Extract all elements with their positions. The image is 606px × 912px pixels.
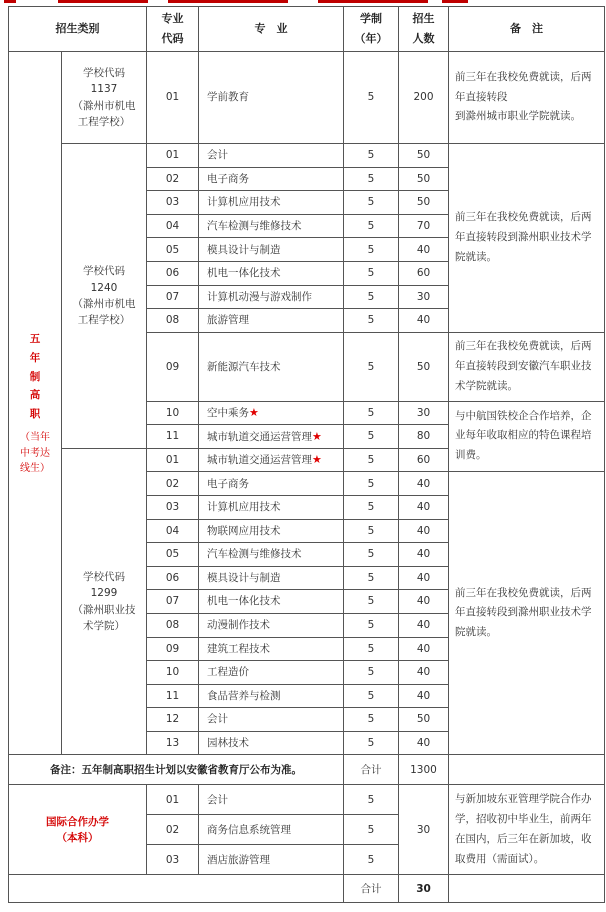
major-enroll: 40 bbox=[399, 613, 449, 637]
major-name-text: 城市轨道交通运营管理 bbox=[207, 430, 312, 443]
major-name-text: 工程造价 bbox=[207, 666, 249, 679]
major-name-text: 学前教育 bbox=[207, 91, 249, 104]
major-name-text: 电子商务 bbox=[207, 172, 249, 185]
major-enroll: 50 bbox=[399, 144, 449, 168]
major-name-text: 城市轨道交通运营管理 bbox=[207, 454, 312, 467]
major-name: 商务信息系统管理 bbox=[199, 815, 344, 845]
major-duration: 5 bbox=[344, 52, 399, 144]
major-code: 09 bbox=[147, 637, 199, 661]
major-enroll: 40 bbox=[399, 684, 449, 708]
major-enroll: 40 bbox=[399, 590, 449, 614]
total-label: 合计 bbox=[344, 755, 399, 785]
major-name bbox=[199, 708, 344, 732]
major-name bbox=[199, 448, 344, 472]
major-enroll: 40 bbox=[399, 472, 449, 496]
major-enroll: 40 bbox=[399, 731, 449, 755]
major-duration: 5 bbox=[344, 167, 399, 191]
major-name-text: 园林技术 bbox=[207, 737, 249, 750]
major-name bbox=[199, 238, 344, 262]
major-code: 02 bbox=[147, 167, 199, 191]
major-duration: 5 bbox=[344, 191, 399, 215]
major-name: 酒店旅游管理 bbox=[199, 845, 344, 875]
major-name bbox=[199, 543, 344, 567]
intl-enroll: 30 bbox=[399, 785, 449, 875]
major-duration: 5 bbox=[344, 495, 399, 519]
major-enroll: 30 bbox=[399, 401, 449, 425]
major-name bbox=[199, 285, 344, 309]
major-enroll: 40 bbox=[399, 238, 449, 262]
major-name-text: 会计 bbox=[207, 149, 228, 162]
major-name bbox=[199, 495, 344, 519]
major-name-text: 机电一体化技术 bbox=[207, 595, 281, 608]
major-duration: 5 bbox=[344, 144, 399, 168]
major-name bbox=[199, 661, 344, 685]
major-name bbox=[199, 401, 344, 425]
major-duration: 5 bbox=[344, 261, 399, 285]
school-cell: 学校代码 1299 （滁州职业技 术学院） bbox=[62, 448, 147, 755]
major-code: 06 bbox=[147, 566, 199, 590]
major-duration: 5 bbox=[344, 238, 399, 262]
major-name: 会计 bbox=[199, 785, 344, 815]
header-remarks: 备 注 bbox=[449, 7, 605, 52]
five-year-label: 五 年 制 高 职 bbox=[29, 332, 41, 421]
major-code: 05 bbox=[147, 543, 199, 567]
remarks-note: 前三年在我校免费就读，后两年直接转段到安徽汽车职业技术学院就读。 bbox=[449, 332, 605, 401]
major-name-text: 计算机应用技术 bbox=[207, 196, 281, 209]
major-name-text: 空中乘务 bbox=[207, 407, 249, 420]
major-duration: 5 bbox=[344, 661, 399, 685]
major-duration: 5 bbox=[344, 285, 399, 309]
major-code: 03 bbox=[147, 191, 199, 215]
major-duration: 5 bbox=[344, 543, 399, 567]
major-enroll: 60 bbox=[399, 261, 449, 285]
major-code: 07 bbox=[147, 285, 199, 309]
major-name bbox=[199, 214, 344, 238]
major-name-text: 建筑工程技术 bbox=[207, 642, 270, 655]
remarks-note: 前三年在我校免费就读，后两年直接转段到滁州职业技术学院就读。 bbox=[449, 144, 605, 333]
header-category: 招生类别 bbox=[9, 7, 147, 52]
major-code: 02 bbox=[147, 815, 199, 845]
major-enroll: 40 bbox=[399, 543, 449, 567]
major-duration: 5 bbox=[344, 590, 399, 614]
major-duration: 5 bbox=[344, 684, 399, 708]
major-duration: 5 bbox=[344, 708, 399, 732]
major-duration: 5 bbox=[344, 613, 399, 637]
major-name-text: 新能源汽车技术 bbox=[207, 360, 281, 373]
header-enroll: 招生 人数 bbox=[399, 7, 449, 52]
major-duration: 5 bbox=[344, 472, 399, 496]
intl-note: 与新加坡东亚管理学院合作办学，招收初中毕业生，前两年在国内，后三年在新加坡，收取费用（需面试）。 bbox=[449, 785, 605, 875]
major-code: 08 bbox=[147, 309, 199, 333]
major-name-text: 动漫制作技术 bbox=[207, 619, 270, 632]
major-code: 11 bbox=[147, 684, 199, 708]
major-name-text: 会计 bbox=[207, 713, 228, 726]
major-enroll: 40 bbox=[399, 637, 449, 661]
major-duration: 5 bbox=[344, 332, 399, 401]
major-name bbox=[199, 472, 344, 496]
major-name-text: 模具设计与制造 bbox=[207, 571, 281, 584]
major-code: 05 bbox=[147, 238, 199, 262]
major-name bbox=[199, 191, 344, 215]
major-code: 10 bbox=[147, 661, 199, 685]
major-enroll: 50 bbox=[399, 167, 449, 191]
major-code: 10 bbox=[147, 401, 199, 425]
header-major: 专 业 bbox=[199, 7, 344, 52]
major-name-text: 电子商务 bbox=[207, 477, 249, 490]
major-duration: 5 bbox=[344, 214, 399, 238]
major-duration: 5 bbox=[344, 566, 399, 590]
major-duration: 5 bbox=[344, 637, 399, 661]
major-name bbox=[199, 637, 344, 661]
remarks-note: 前三年在我校免费就读，后两年直接转段 到滁州城市职业学院就读。 bbox=[449, 52, 605, 144]
major-enroll: 200 bbox=[399, 52, 449, 144]
total-value: 1300 bbox=[399, 755, 449, 785]
major-name bbox=[199, 731, 344, 755]
major-duration: 5 bbox=[344, 519, 399, 543]
major-duration: 5 bbox=[344, 785, 399, 815]
major-name bbox=[199, 684, 344, 708]
major-code: 12 bbox=[147, 708, 199, 732]
major-name bbox=[199, 613, 344, 637]
five-year-footnote: 备注：五年制高职招生计划以安徽省教育厅公布为准。 bbox=[9, 755, 344, 785]
major-enroll: 40 bbox=[399, 309, 449, 333]
major-name bbox=[199, 144, 344, 168]
star-icon: ★ bbox=[312, 453, 322, 467]
major-code: 13 bbox=[147, 731, 199, 755]
empty-cell bbox=[449, 875, 605, 903]
major-code: 11 bbox=[147, 425, 199, 449]
remarks-note: 与中航国铁校企合作培养，企业每年收取相应的特色课程培训费。 bbox=[449, 401, 605, 472]
major-enroll: 70 bbox=[399, 214, 449, 238]
major-enroll: 40 bbox=[399, 495, 449, 519]
total-value: 30 bbox=[399, 875, 449, 903]
intl-category: 国际合作办学 （本科） bbox=[9, 785, 147, 875]
header-code: 专业 代码 bbox=[147, 7, 199, 52]
major-name bbox=[199, 519, 344, 543]
major-code: 02 bbox=[147, 472, 199, 496]
major-enroll: 50 bbox=[399, 332, 449, 401]
major-code: 03 bbox=[147, 845, 199, 875]
star-icon: ★ bbox=[312, 429, 322, 443]
major-name bbox=[199, 566, 344, 590]
major-code: 07 bbox=[147, 590, 199, 614]
star-icon: ★ bbox=[249, 406, 259, 420]
major-enroll: 40 bbox=[399, 519, 449, 543]
major-enroll: 40 bbox=[399, 566, 449, 590]
major-code: 08 bbox=[147, 613, 199, 637]
total-label: 合计 bbox=[344, 875, 399, 903]
major-name-text: 模具设计与制造 bbox=[207, 243, 281, 256]
major-code: 06 bbox=[147, 261, 199, 285]
major-name bbox=[199, 590, 344, 614]
major-duration: 5 bbox=[344, 731, 399, 755]
major-enroll: 30 bbox=[399, 285, 449, 309]
major-enroll: 60 bbox=[399, 448, 449, 472]
enrollment-plan-table bbox=[8, 6, 605, 903]
empty-cell bbox=[449, 755, 605, 785]
header-duration: 学制 （年） bbox=[344, 7, 399, 52]
major-name-text: 物联网应用技术 bbox=[207, 524, 281, 537]
major-name-text: 食品营养与检测 bbox=[207, 689, 281, 702]
major-duration: 5 bbox=[344, 845, 399, 875]
empty-cell bbox=[9, 875, 344, 903]
five-year-category bbox=[9, 52, 62, 755]
major-name bbox=[199, 167, 344, 191]
major-code: 03 bbox=[147, 495, 199, 519]
major-name-text: 计算机应用技术 bbox=[207, 501, 281, 514]
major-enroll: 80 bbox=[399, 425, 449, 449]
major-enroll: 40 bbox=[399, 661, 449, 685]
school-cell: 学校代码 1137 （滁州市机电 工程学校） bbox=[62, 52, 147, 144]
major-name bbox=[199, 261, 344, 285]
major-duration: 5 bbox=[344, 448, 399, 472]
major-code: 01 bbox=[147, 785, 199, 815]
major-code: 09 bbox=[147, 332, 199, 401]
major-name bbox=[199, 309, 344, 333]
major-name bbox=[199, 425, 344, 449]
major-name-text: 计算机动漫与游戏制作 bbox=[207, 290, 312, 303]
major-enroll: 50 bbox=[399, 191, 449, 215]
major-enroll: 50 bbox=[399, 708, 449, 732]
major-duration: 5 bbox=[344, 401, 399, 425]
major-name-text: 机电一体化技术 bbox=[207, 267, 281, 280]
major-code: 01 bbox=[147, 144, 199, 168]
major-duration: 5 bbox=[344, 815, 399, 845]
major-name-text: 旅游管理 bbox=[207, 314, 249, 327]
five-year-sublabel: （当年 中考达 线生） bbox=[20, 432, 50, 475]
major-duration: 5 bbox=[344, 425, 399, 449]
major-code: 04 bbox=[147, 214, 199, 238]
major-name-text: 汽车检测与维修技术 bbox=[207, 548, 302, 561]
major-name-text: 汽车检测与维修技术 bbox=[207, 219, 302, 232]
major-code: 01 bbox=[147, 52, 199, 144]
school-cell: 学校代码 1240 （滁州市机电 工程学校） bbox=[62, 144, 147, 449]
remarks-note: 前三年在我校免费就读，后两年直接转段到滁州职业技术学院就读。 bbox=[449, 472, 605, 755]
major-code: 01 bbox=[147, 448, 199, 472]
major-duration: 5 bbox=[344, 309, 399, 333]
major-code: 04 bbox=[147, 519, 199, 543]
major-name bbox=[199, 332, 344, 401]
major-name bbox=[199, 52, 344, 144]
